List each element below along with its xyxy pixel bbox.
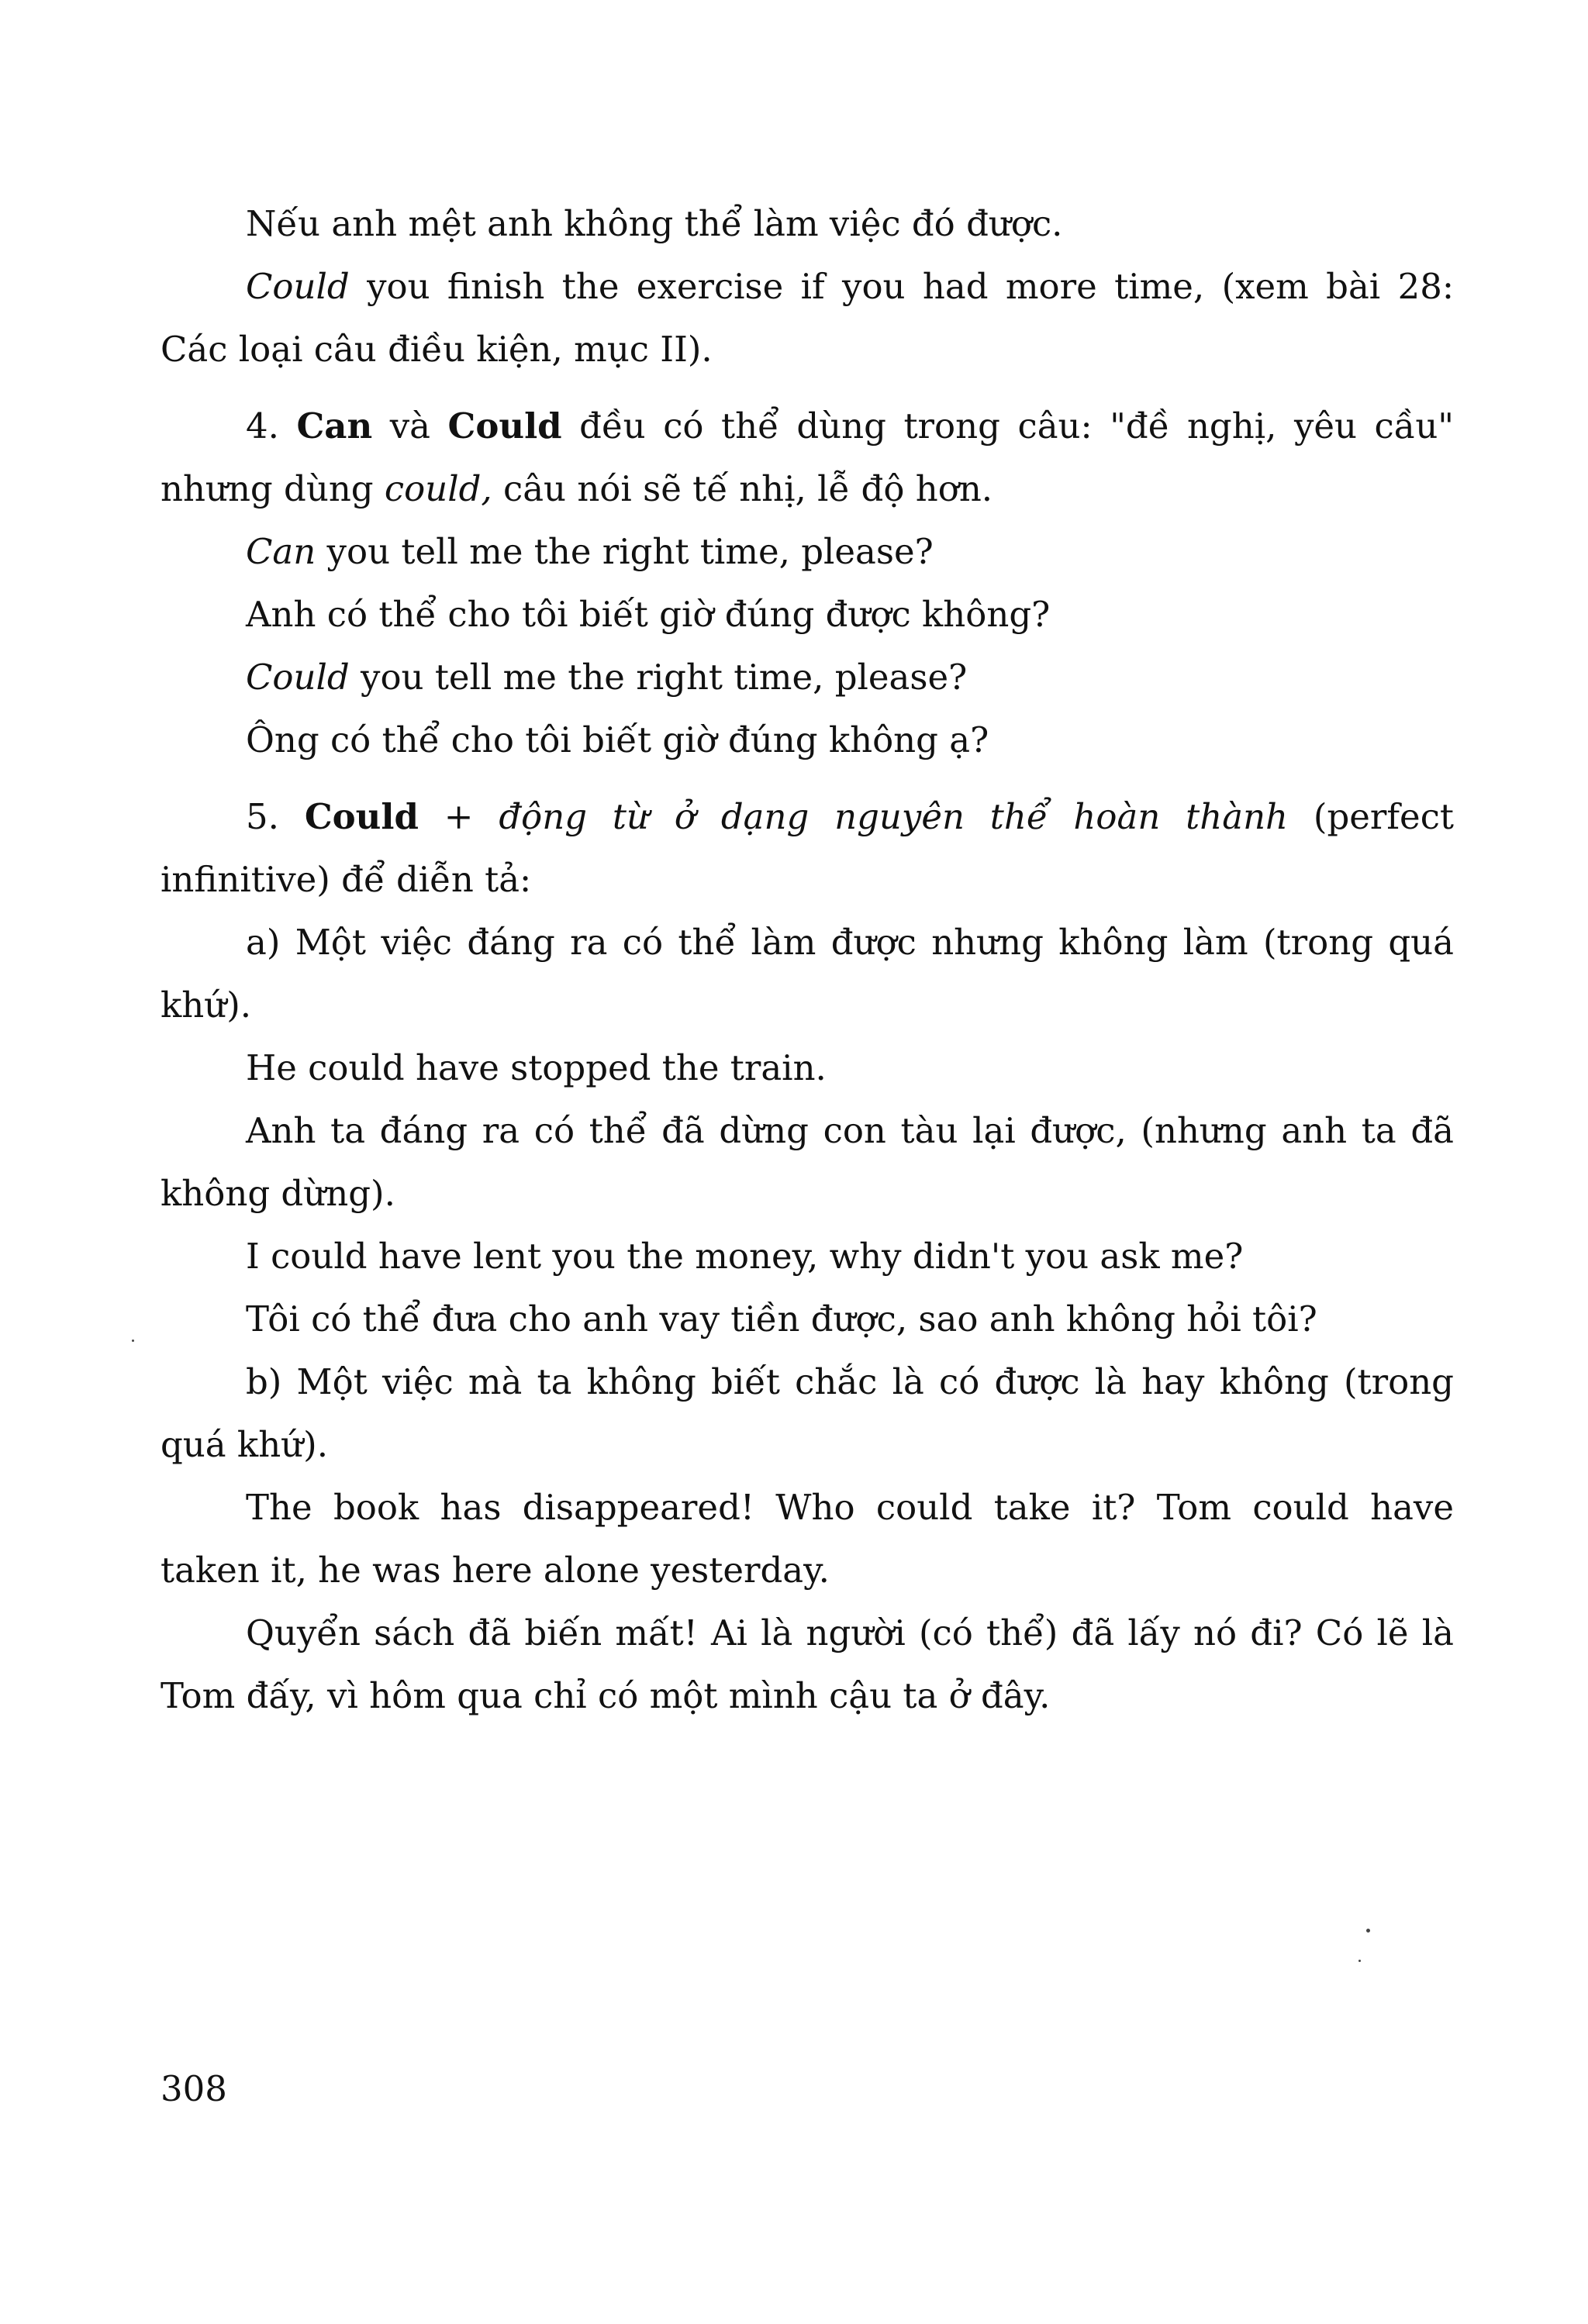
italic-term: Could [246, 266, 350, 307]
bold-term: Can [296, 405, 373, 447]
paragraph-14: b) Một việc mà ta không biết chắc là có được là hay không (trong quá khứ). [161, 1361, 1454, 1465]
paragraph-text: you tell me the right time, please? [349, 657, 968, 698]
paragraph-15: The book has disappeared! Who could take it? Tom could have taken it, he was here alone yesterday. [161, 1487, 1454, 1591]
scan-speck [132, 1340, 134, 1342]
italic-term: Could [246, 657, 350, 698]
paragraph-13: Tôi có thể đưa cho anh vay tiền được, sao anh không hỏi tôi? [246, 1298, 1317, 1340]
paragraph-10: He could have stopped the train. [246, 1047, 827, 1088]
paragraph-8 [161, 785, 1454, 911]
paragraph-7: Ông có thể cho tôi biết giờ đúng không ạ? [246, 719, 989, 760]
scan-speck [1358, 1960, 1361, 1962]
paragraph-text: you tell me the right time, please? [316, 531, 934, 572]
paragraph-5: Anh có thể cho tôi biết giờ đúng được không? [246, 594, 1051, 635]
paragraph-11: Anh ta đáng ra có thể đã dừng con tàu lại được, (nhưng anh ta đã không dừng). [161, 1110, 1454, 1214]
paragraph-1: Nếu anh mệt anh không thể làm việc đó được. [246, 203, 1063, 244]
italic-term: động từ ở dạng nguyên thể hoàn thành [499, 796, 1289, 837]
item-number: 4. [246, 405, 297, 447]
paragraph-text: và [372, 405, 448, 447]
paragraph-text: you finish the exercise if you had more time, (xem bài 28: Các loại câu điều kiện, mục II). [161, 266, 1454, 370]
paragraph-3 [161, 395, 1454, 520]
paragraph-12: I could have lent you the money, why didn't you ask me? [246, 1236, 1244, 1277]
item-number: 5. [246, 796, 305, 837]
paragraph-9: a) Một việc đáng ra có thể làm được nhưng không làm (trong quá khứ). [161, 922, 1454, 1026]
scan-speck [1366, 1929, 1370, 1933]
page-number: 308 [161, 2068, 227, 2109]
italic-term: Can [246, 531, 316, 572]
italic-term: could, [384, 468, 492, 509]
paragraph-text: đều có thể dùng trong câu: "đề nghị, yêu cầu" nhưng dùng [161, 405, 1454, 509]
page-body [161, 192, 1454, 1727]
paragraph-text: (perfect infinitive) để diễn tả: [161, 796, 1454, 900]
paragraph-2 [161, 255, 1454, 381]
bold-term: Could [447, 405, 562, 447]
paragraph-6 [161, 646, 1454, 709]
paragraph-16: Quyển sách đã biến mất! Ai là người (có thể) đã lấy nó đi? Có lẽ là Tom đấy, vì hôm qua chỉ có một mình cậu ta ở đây. [161, 1612, 1454, 1716]
bold-term: Could [304, 796, 419, 837]
paragraph-4 [161, 520, 1454, 583]
paragraph-text: câu nói sẽ tế nhị, lễ độ hơn. [492, 468, 993, 509]
paragraph-text: + [418, 796, 499, 837]
